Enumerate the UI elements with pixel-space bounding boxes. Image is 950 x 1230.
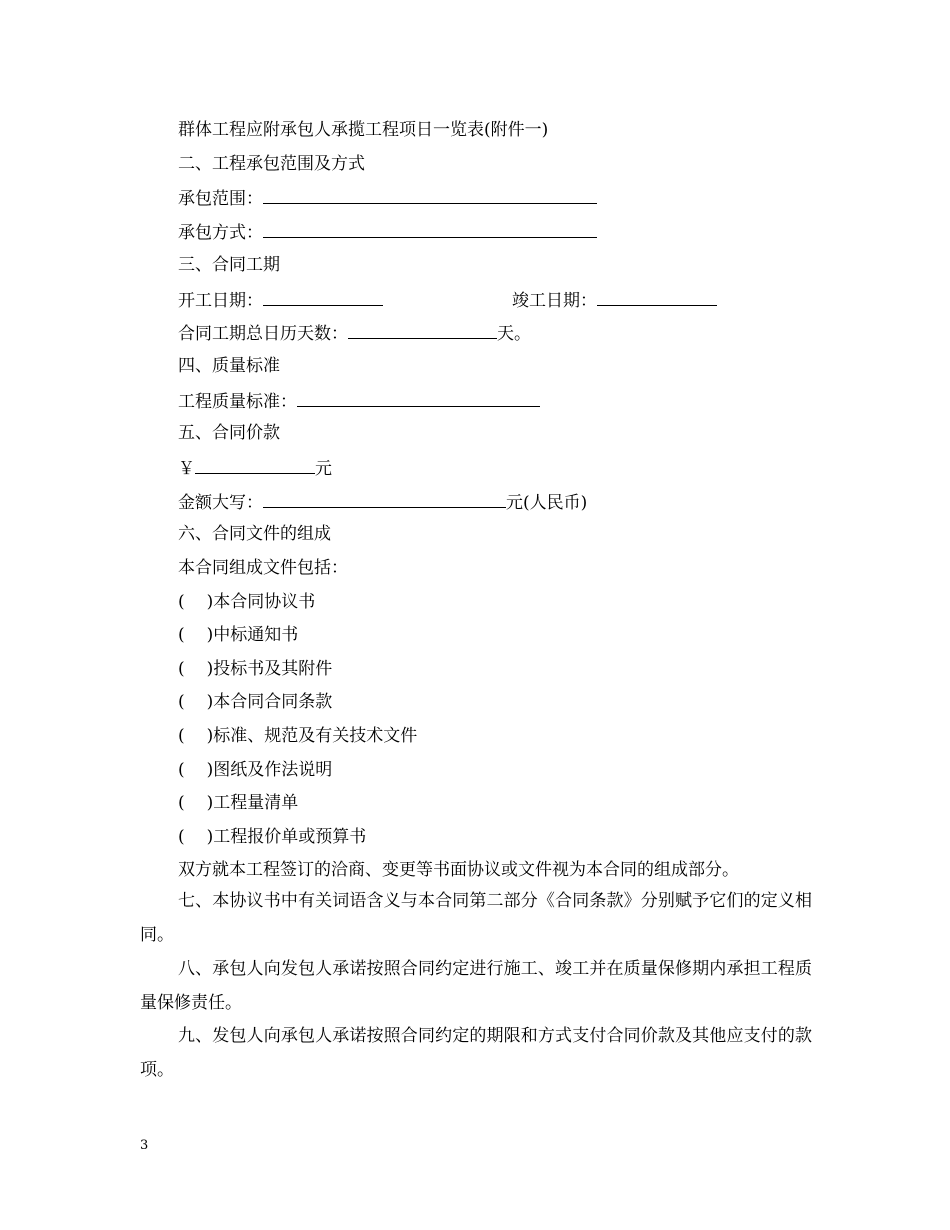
document-item-label: 标准、规范及有关技术文件 <box>213 726 418 746</box>
end-date-blank[interactable] <box>597 288 717 306</box>
checkbox-close: ) <box>206 692 214 712</box>
section-5-heading: 五、合同价款 <box>178 423 280 443</box>
total-days-unit: 天。 <box>497 324 531 344</box>
checkbox-open: ( <box>178 827 185 847</box>
amount-words-unit: 元(人民币) <box>506 493 588 513</box>
price-blank[interactable] <box>195 456 315 474</box>
start-date-row <box>178 288 383 312</box>
document-item <box>178 658 332 680</box>
document-item <box>178 826 366 848</box>
checkbox-open: ( <box>178 793 185 813</box>
method-label: 承包方式： <box>178 223 263 243</box>
checkbox-open: ( <box>178 625 185 645</box>
price-row <box>178 456 332 480</box>
checkbox-open: ( <box>178 692 185 712</box>
quality-row <box>178 389 540 413</box>
document-item-label: 中标通知书 <box>213 625 299 645</box>
document-item-label: 工程报价单或预算书 <box>213 827 367 847</box>
section-3-heading: 三、合同工期 <box>178 255 280 275</box>
yuan-unit: 元 <box>315 459 332 479</box>
checkbox-close: ) <box>206 793 214 813</box>
document-item-label: 本合同合同条款 <box>213 692 333 712</box>
document-item-label: 图纸及作法说明 <box>213 760 333 780</box>
clause-8: 八、承包人向发包人承诺按照合同约定进行施工、竣工并在质量保修期内承担工程质量保修责任。 <box>140 959 812 1013</box>
amount-words-blank[interactable] <box>263 490 506 508</box>
document-item <box>178 624 298 646</box>
section-6-heading: 六、合同文件的组成 <box>178 524 331 544</box>
method-blank[interactable] <box>263 220 597 238</box>
document-item-label: 本合同协议书 <box>213 592 316 612</box>
method-row <box>178 220 597 244</box>
document-item <box>178 725 417 747</box>
attachment-note: 群体工程应附承包人承揽工程项日一览表(附件一) <box>178 120 549 140</box>
clause-9: 九、发包人向承包人承诺按照合同约定的期限和方式支付合同价款及其他应支付的款项。 <box>140 1026 812 1080</box>
document-item-label: 工程量清单 <box>213 793 299 813</box>
document-item <box>178 691 332 713</box>
start-date-label: 开工日期： <box>178 291 263 311</box>
checkbox-close: ) <box>206 827 214 847</box>
total-days-label: 合同工期总日历天数： <box>178 324 348 344</box>
total-days-blank[interactable] <box>348 321 497 339</box>
scope-label: 承包范围： <box>178 189 263 209</box>
document-item-label: 投标书及其附件 <box>213 659 333 679</box>
clause-7: 七、本协议书中有关词语含义与本合同第二部分《合同条款》分别赋予它们的定义相同。 <box>140 891 812 945</box>
document-item <box>178 792 298 814</box>
page-number: 3 <box>140 1138 149 1153</box>
start-date-blank[interactable] <box>263 288 383 306</box>
checkbox-close: ) <box>206 659 214 679</box>
amount-words-row <box>178 490 587 514</box>
checkbox-close: ) <box>206 726 214 746</box>
quality-blank[interactable] <box>297 389 540 407</box>
checkbox-close: ) <box>206 760 214 780</box>
end-date-row <box>512 288 717 312</box>
checkbox-open: ( <box>178 592 185 612</box>
documents-closing-line: 双方就本工程签订的洽商、变更等书面协议或文件视为本合同的组成部分。 <box>178 860 739 880</box>
yen-symbol: ￥ <box>178 459 195 479</box>
scope-blank[interactable] <box>263 186 597 204</box>
end-date-label: 竣工日期： <box>512 291 597 311</box>
documents-intro: 本合同组成文件包括： <box>178 558 348 578</box>
checkbox-open: ( <box>178 726 185 746</box>
section-2-heading: 二、工程承包范围及方式 <box>178 154 365 174</box>
quality-label: 工程质量标准： <box>178 392 297 412</box>
scope-row <box>178 186 597 210</box>
checkbox-open: ( <box>178 659 185 679</box>
checkbox-close: ) <box>206 625 214 645</box>
total-days-row <box>178 321 531 345</box>
amount-words-label: 金额大写： <box>178 493 263 513</box>
document-item <box>178 591 315 613</box>
checkbox-open: ( <box>178 760 185 780</box>
checkbox-close: ) <box>206 592 214 612</box>
section-4-heading: 四、质量标准 <box>178 356 280 376</box>
document-item <box>178 759 332 781</box>
